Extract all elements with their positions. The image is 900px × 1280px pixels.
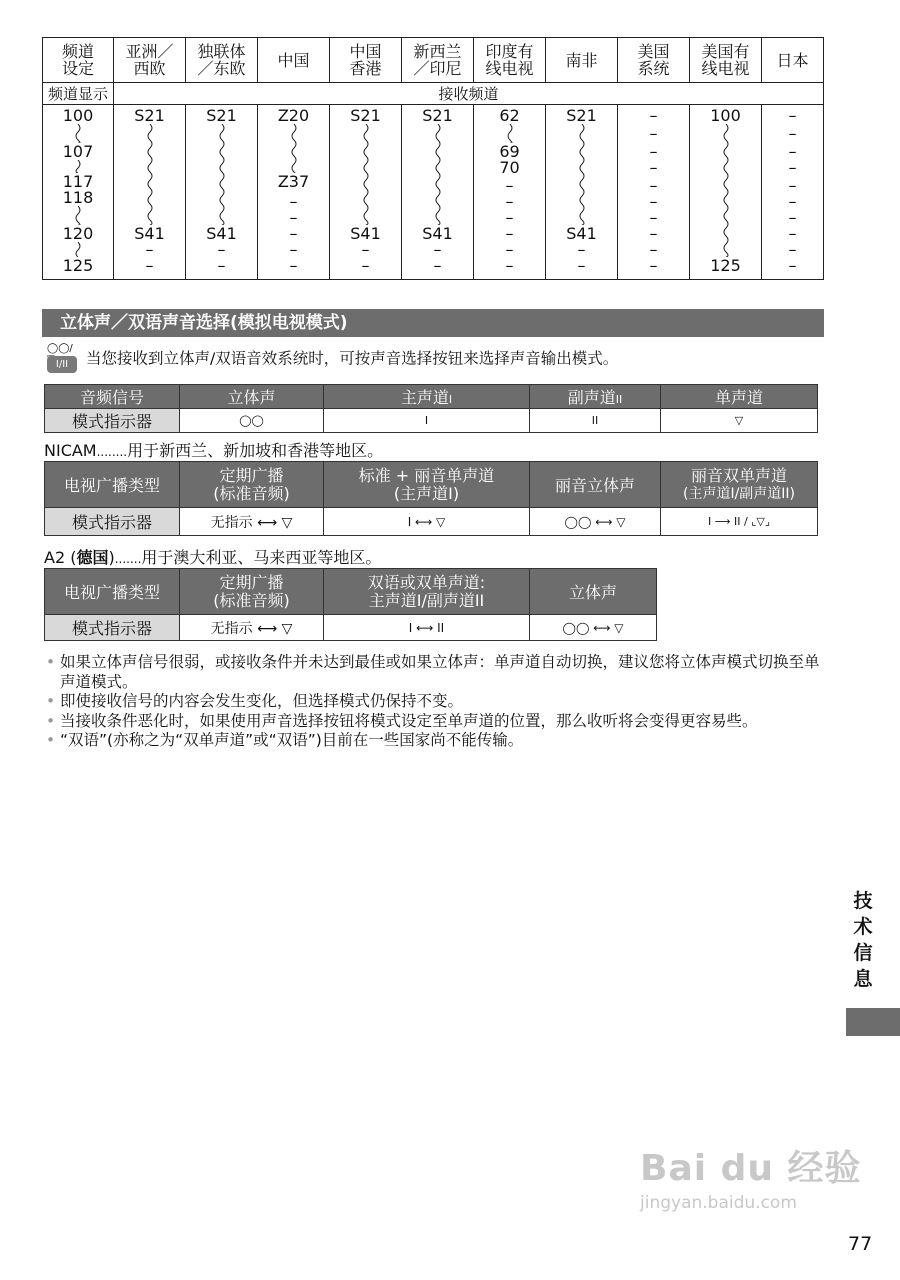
channel-value: S41 (422, 224, 453, 243)
channel-value: – (505, 176, 514, 195)
nicam-header-row (45, 462, 818, 508)
channel-value: – (788, 142, 797, 161)
header-stereo: 立体声 (530, 569, 657, 615)
column-values (474, 105, 545, 279)
bullet-icon: • (46, 692, 56, 710)
nicam-text: 用于新西兰、新加坡和香港等地区。 (127, 441, 384, 460)
header-broadcast-type: 电视广播类型 (45, 569, 180, 615)
channel-table (42, 37, 824, 280)
sub-indicator: II (530, 409, 661, 433)
channel-value: S41 (350, 224, 381, 243)
channel-table-header-row (43, 38, 824, 83)
note-text: “双语”(亦称之为“双单声道”或“双语”)目前在一些国家尚不能传输。 (60, 731, 524, 749)
channel-column (474, 105, 546, 280)
channel-value: – (505, 224, 514, 243)
header-line: ／东欧 (197, 59, 246, 78)
channel-value: – (505, 208, 514, 227)
channel-table-body-row (43, 105, 824, 280)
channel-column (402, 105, 474, 280)
channel-value: – (217, 240, 226, 259)
main-indicator: I (324, 409, 530, 433)
column-values (186, 105, 257, 279)
mode-indicator-label: 模式指示器 (45, 409, 180, 433)
channel-value: Z20 (277, 106, 310, 125)
channel-value: – (433, 240, 442, 259)
note-text: 如果立体声信号很弱，或接收条件并未达到最佳或如果立体声：单声道自动切换，建议您将立体声模式切换至单声道模式。 (60, 653, 820, 691)
dual-icon-label: I/II (47, 356, 77, 373)
channel-value: – (289, 256, 298, 275)
channel-value: – (505, 240, 514, 259)
section-title-bar: 立体声／双语声音选择(模拟电视模式) (42, 309, 824, 337)
range-connector-icon (218, 124, 226, 225)
channel-value: – (788, 176, 797, 195)
channel-value: 100 (62, 106, 94, 125)
channel-value: – (289, 240, 298, 259)
channel-display-label: 频道显示 (43, 83, 114, 105)
channel-column (330, 105, 402, 280)
channel-value: – (289, 208, 298, 227)
header-main-text: 主声道 (400, 388, 449, 407)
header-line: 南非 (565, 50, 598, 70)
nicam-dual-indicator: I ⟶ II / ⌞▽⌟ (661, 508, 818, 536)
channel-value: S21 (566, 106, 597, 125)
header-south-africa (546, 38, 618, 83)
channel-column (258, 105, 330, 280)
header-line1: 丽音双单声道 (690, 465, 787, 485)
header-nz-indonesia (402, 38, 474, 83)
nicam-label: NICAM (44, 441, 97, 460)
header-text (43, 43, 113, 77)
bullet-icon: • (46, 653, 56, 671)
channel-value: 107 (62, 142, 94, 161)
channel-value: – (649, 106, 658, 125)
a2-bold: 德国 (76, 548, 109, 567)
a2-note (44, 545, 381, 568)
nicam-mode-row (45, 508, 818, 536)
channel-column (114, 105, 186, 280)
channel-column (546, 105, 618, 280)
channel-column (618, 105, 690, 280)
regular-indicator: 无指示 ⟷ ▽ (180, 508, 324, 536)
range-connector-icon (362, 124, 370, 225)
range-connector-icon (506, 124, 514, 143)
note-text: 当接收条件恶化时，如果使用声音选择按钮将模式设定至单声道的位置，那么收听将会变得更容易些。 (60, 711, 758, 730)
header-line: 设定 (61, 59, 94, 78)
header-line: 频道 (61, 42, 94, 61)
column-values (546, 105, 617, 279)
column-values (258, 105, 329, 279)
column-values (114, 105, 185, 279)
header-line1: 标准 + 丽音单声道 (358, 465, 495, 485)
header-line2: (主声道I/副声道II) (682, 485, 796, 502)
header-usa-cable (690, 38, 762, 83)
stereo-indicator: ◯◯ ⟷ ▽ (530, 615, 657, 641)
header-line: 线电视 (485, 59, 534, 78)
header-sub (530, 385, 661, 409)
watermark-brand: Bai du 经验 (640, 1148, 862, 1189)
channel-value: – (788, 224, 797, 243)
mode-indicator-row (45, 409, 818, 433)
column-values (690, 105, 761, 279)
a2-dots: ....... (114, 552, 142, 566)
channel-value: – (649, 224, 658, 243)
channel-value: – (649, 208, 658, 227)
header-india-cable (474, 38, 546, 83)
mono-indicator: ▽ (661, 409, 818, 433)
header-line: 亚洲／ (125, 42, 174, 61)
header-text (186, 43, 257, 77)
header-text (258, 52, 329, 69)
header-line: 新西兰 (413, 42, 462, 61)
range-connector-icon (74, 124, 82, 143)
stereo-mono-icon-label: ◯◯/ (47, 343, 73, 354)
header-sub-mark: II (615, 393, 623, 406)
note-item (46, 653, 826, 692)
channel-value: – (577, 256, 586, 275)
nicam-note (44, 438, 383, 461)
channel-value: – (505, 256, 514, 275)
channel-value: – (649, 124, 658, 143)
channel-value: – (788, 158, 797, 177)
header-line: 系统 (637, 59, 670, 78)
header-main (324, 385, 530, 409)
header-regular: 定期广播 (标准音频) (180, 462, 324, 508)
header-text (114, 43, 185, 77)
column-values (762, 105, 823, 279)
channel-value: S21 (422, 106, 453, 125)
page-number: 77 (848, 1233, 873, 1255)
header-line: 中国 (277, 50, 310, 70)
column-values (330, 105, 401, 279)
header-text (618, 43, 689, 77)
header-line: 中国 (349, 42, 382, 61)
nicam-table (44, 461, 818, 536)
channel-value: 118 (62, 188, 94, 207)
channel-value: 100 (710, 106, 741, 125)
audio-signal-table (44, 384, 818, 433)
header-usa-system (618, 38, 690, 83)
bilingual-indicator: I ⟷ II (324, 615, 530, 641)
channel-value: 120 (62, 224, 94, 243)
channel-column (186, 105, 258, 280)
range-connector-icon (74, 242, 82, 257)
header-sub-text: 副声道 (567, 388, 616, 407)
channel-value: – (649, 240, 658, 259)
header-stereo: 立体声 (180, 385, 324, 409)
channel-value: – (649, 192, 658, 211)
header-japan (762, 38, 824, 83)
channel-column (43, 105, 114, 280)
header-text (402, 43, 473, 77)
channel-value: S41 (206, 224, 237, 243)
channel-column (690, 105, 762, 280)
header-mono: 单声道 (661, 385, 818, 409)
column-values (43, 105, 113, 279)
header-line: 美国 (637, 42, 670, 61)
side-tab-label (853, 888, 873, 992)
channel-value: – (289, 192, 298, 211)
header-line: 线电视 (701, 59, 750, 78)
header-channel-setting (43, 38, 114, 83)
header-line: ／印尼 (413, 59, 462, 78)
side-tab-char: 息 (853, 968, 873, 990)
header-cis-east-europe (186, 38, 258, 83)
header-line: 日本 (776, 50, 809, 70)
channel-value: 125 (710, 256, 741, 275)
header-china (258, 38, 330, 83)
a2-suffix: ) (108, 548, 115, 567)
column-values (402, 105, 473, 279)
bullet-icon: • (46, 711, 56, 730)
range-connector-icon (146, 124, 154, 225)
channel-value: – (361, 256, 370, 275)
channel-value: – (145, 240, 154, 259)
note-text: 即使接收信号的内容会发生变化，但选择模式仍保持不变。 (60, 692, 464, 710)
channel-value: – (505, 192, 514, 211)
range-connector-icon (722, 124, 730, 257)
channel-value: – (217, 256, 226, 275)
nicam-stereo-indicator: ◯◯ ⟷ ▽ (530, 508, 661, 536)
channel-value: 69 (499, 142, 520, 161)
sound-select-button-icon (44, 343, 80, 375)
header-standard-nicam-mono (324, 462, 530, 508)
header-nicam-stereo: 丽音立体声 (530, 462, 661, 508)
header-asia-west-europe (114, 38, 186, 83)
channel-value: – (361, 240, 370, 259)
range-connector-icon (578, 124, 586, 225)
channel-value: 117 (62, 172, 94, 191)
channel-value: – (649, 142, 658, 161)
header-text (546, 52, 617, 69)
audio-signal-header-row (45, 385, 818, 409)
header-text (690, 43, 761, 77)
side-tab-char: 信 (853, 942, 873, 964)
header-line: 美国有 (701, 42, 750, 61)
header-line: 印度有 (485, 42, 534, 61)
watermark-url: jingyan.baidu.com (640, 1193, 797, 1213)
channel-table-sub-row (43, 83, 824, 105)
channel-value: 125 (62, 256, 94, 275)
channel-value: – (788, 192, 797, 211)
channel-value: – (433, 256, 442, 275)
regular-indicator: 无指示 ⟷ ▽ (180, 615, 324, 641)
header-line: 香港 (349, 59, 382, 78)
a2-header-row (45, 569, 657, 615)
channel-value: S21 (134, 106, 165, 125)
stereo-indicator: ◯◯ (180, 409, 324, 433)
header-hongkong (330, 38, 402, 83)
channel-value: 62 (499, 106, 520, 125)
header-text (330, 43, 401, 77)
note-item (46, 712, 826, 732)
side-tab-bar (846, 1008, 900, 1036)
intro-text: 当您接收到立体声/双语音效系统时，可按声音选择按钮来选择声音输出模式。 (86, 349, 619, 368)
channel-value: – (788, 256, 797, 275)
a2-text: 用于澳大利亚、马来西亚等地区。 (141, 548, 382, 567)
header-line: 独联体 (197, 42, 246, 61)
nicam-dots: ........ (96, 445, 128, 459)
header-line2: (主声道I) (393, 483, 460, 503)
channel-value: S21 (350, 106, 381, 125)
range-connector-icon (434, 124, 442, 225)
a2-mode-row (45, 615, 657, 641)
channel-value: – (788, 240, 797, 259)
channel-value: – (649, 176, 658, 195)
a2-prefix: A2 ( (44, 548, 77, 567)
header-text (762, 52, 823, 69)
channel-value: – (788, 106, 797, 125)
header-broadcast-type: 电视广播类型 (45, 462, 180, 508)
mode-indicator-label: 模式指示器 (45, 508, 180, 536)
channel-value: – (577, 240, 586, 259)
channel-value: – (649, 256, 658, 275)
header-bilingual: 双语或双单声道: 主声道I/副声道II (324, 569, 530, 615)
mode-indicator-label: 模式指示器 (45, 615, 180, 641)
header-nicam-dual (661, 462, 818, 508)
intro-line (44, 343, 618, 375)
channel-value: S41 (566, 224, 597, 243)
header-line: 西欧 (133, 59, 166, 78)
standard-indicator: I ⟷ ▽ (324, 508, 530, 536)
side-tab-char: 术 (853, 916, 873, 938)
channel-value: – (145, 256, 154, 275)
received-channel-label: 接收频道 (114, 83, 824, 105)
channel-value: – (649, 158, 658, 177)
bullet-icon: • (46, 731, 56, 749)
note-item (46, 692, 826, 712)
channel-value: 70 (499, 158, 520, 177)
channel-value: Z37 (277, 172, 310, 191)
range-connector-icon (290, 124, 298, 173)
header-regular: 定期广播 (标准音频) (180, 569, 324, 615)
channel-value: S41 (134, 224, 165, 243)
channel-value: – (289, 224, 298, 243)
watermark (640, 1140, 862, 1213)
note-item (46, 731, 826, 751)
side-tab-char: 技 (853, 890, 873, 912)
range-connector-icon (74, 206, 82, 225)
header-main-mark: I (448, 393, 453, 406)
channel-value: – (788, 124, 797, 143)
header-audio-signal: 音频信号 (45, 385, 180, 409)
channel-column (762, 105, 824, 280)
column-values (618, 105, 689, 279)
notes-list (46, 653, 826, 751)
a2-table (44, 568, 657, 641)
header-text (474, 43, 545, 77)
channel-value: – (788, 208, 797, 227)
channel-value: S21 (206, 106, 237, 125)
